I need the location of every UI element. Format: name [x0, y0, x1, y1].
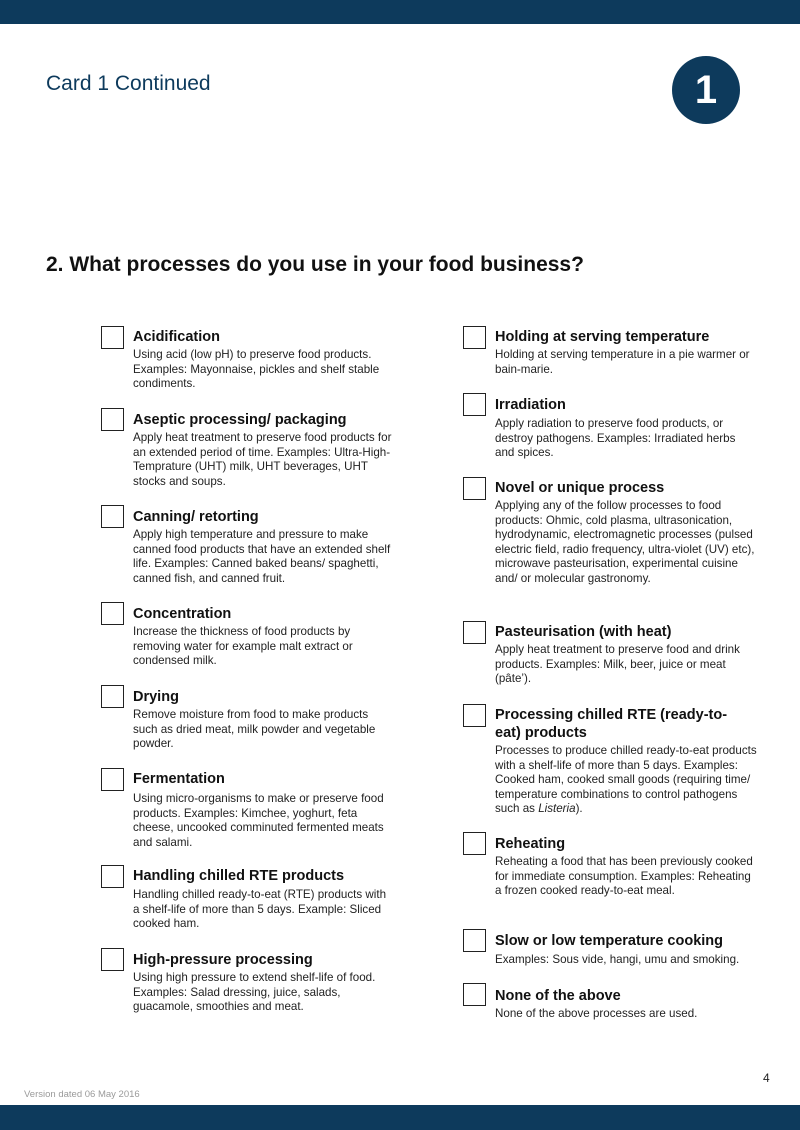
option-description: Apply heat treatment to preserve food products for an extended period of time. Examples: Ultra-High-Temprature (UHT) milk, UHT beverages, UHT stocks and soups.	[133, 431, 392, 488]
card-number-badge: 1	[672, 56, 740, 124]
description-italic: Listeria	[538, 802, 576, 816]
option-title: Aseptic processing/ packaging	[133, 412, 347, 428]
option-title: High-pressure processing	[133, 952, 313, 968]
checkbox[interactable]	[101, 948, 124, 971]
checkbox[interactable]	[463, 326, 486, 349]
option-description	[495, 744, 757, 817]
option-description: Reheating a food that has been previously cooked for immediate consumption. Examples: Reheating a frozen cooked ready-to-eat meal.	[495, 855, 753, 898]
option-title: Novel or unique process	[495, 480, 665, 496]
option-title: None of the above	[495, 988, 621, 1004]
option-title: Pasteurisation (with heat)	[495, 624, 672, 640]
description-text: Processes to produce chilled ready-to-eat products with a shelf-life of more than 5 days. Examples: Cooked ham, cooked small goods (requiring time/ temperature combinations to control pathogens such as	[495, 744, 757, 816]
option-description: Using micro-organisms to make or preserve food products. Examples: Kimchee, yoghurt, feta cheese, uncooked comminuted fermented meats and salami.	[133, 792, 384, 849]
option-description: Using high pressure to extend shelf-life of food. Examples: Salad dressing, juice, salads, guacamole, smoothies and meat.	[133, 971, 376, 1014]
option-title: Acidification	[133, 329, 221, 345]
option-title: Drying	[133, 689, 179, 705]
checkbox[interactable]	[463, 621, 486, 644]
option-description: Remove moisture from food to make products such as dried meat, milk powder and vegetable powder.	[133, 708, 376, 751]
checkbox[interactable]	[463, 983, 486, 1006]
option-title: Concentration	[133, 606, 232, 622]
checkbox[interactable]	[101, 408, 124, 431]
option-description: Apply high temperature and pressure to make canned food products that have an extended shelf life. Examples: Canned baked beans/ spaghetti, canned fish, and canned fruit.	[133, 528, 391, 585]
option-title: Handling chilled RTE products	[133, 868, 345, 884]
option-description: Examples: Sous vide, hangi, umu and smoking.	[495, 953, 740, 966]
question-heading: 2. What processes do you use in your food business?	[46, 253, 584, 276]
checkbox[interactable]	[101, 768, 124, 791]
checkbox[interactable]	[101, 326, 124, 349]
option-title: Reheating	[495, 836, 566, 852]
option-title: Irradiation	[495, 397, 566, 413]
checkbox[interactable]	[101, 505, 124, 528]
option-description: None of the above processes are used.	[495, 1007, 698, 1020]
option-description: Applying any of the follow processes to food products: Ohmic, cold plasma, ultrasonication, hydrodynamic, electromagnetic processes (pulsed electric field, radio frequency, ultra-violet (UV) etc), microwave pasteurisation, experimental cuisine and/ or molecular gastronomy.	[495, 499, 755, 585]
option-description: Apply heat treatment to preserve food and drink products. Examples: Milk, beer, juice or meat (pâte’).	[495, 643, 740, 686]
option-description: Increase the thickness of food products by removing water for example malt extract or condensed milk.	[133, 625, 353, 668]
checkbox[interactable]	[101, 865, 124, 888]
checkbox[interactable]	[101, 685, 124, 708]
version-date: Version dated 06 May 2016	[24, 1089, 140, 1100]
option-title: Canning/ retorting	[133, 509, 259, 525]
option-description: Apply radiation to preserve food products, or destroy pathogens. Examples: Irradiated herbs and spices.	[495, 417, 736, 460]
option-title: Holding at serving temperature	[495, 329, 710, 345]
checkbox[interactable]	[463, 477, 486, 500]
bottom-banner	[0, 1105, 800, 1130]
option-description: Using acid (low pH) to preserve food products. Examples: Mayonnaise, pickles and shelf stable condiments.	[133, 348, 380, 391]
checkbox[interactable]	[463, 704, 486, 727]
checkbox[interactable]	[463, 832, 486, 855]
option-title: Processing chilled RTE (ready-to-eat) products	[495, 707, 728, 741]
option-title: Slow or low temperature cooking	[495, 933, 724, 949]
checkbox[interactable]	[101, 602, 124, 625]
checkbox[interactable]	[463, 393, 486, 416]
description-text-end: ).	[575, 802, 583, 816]
checkbox[interactable]	[463, 929, 486, 952]
option-description: Holding at serving temperature in a pie warmer or bain-marie.	[495, 348, 750, 376]
option-title: Fermentation	[133, 771, 225, 787]
page-number: 4	[763, 1071, 770, 1085]
option-description: Handling chilled ready-to-eat (RTE) products with a shelf-life of more than 5 days. Example: Sliced cooked ham.	[133, 888, 387, 931]
page-title: Card 1 Continued	[46, 72, 211, 95]
top-banner	[0, 0, 800, 24]
